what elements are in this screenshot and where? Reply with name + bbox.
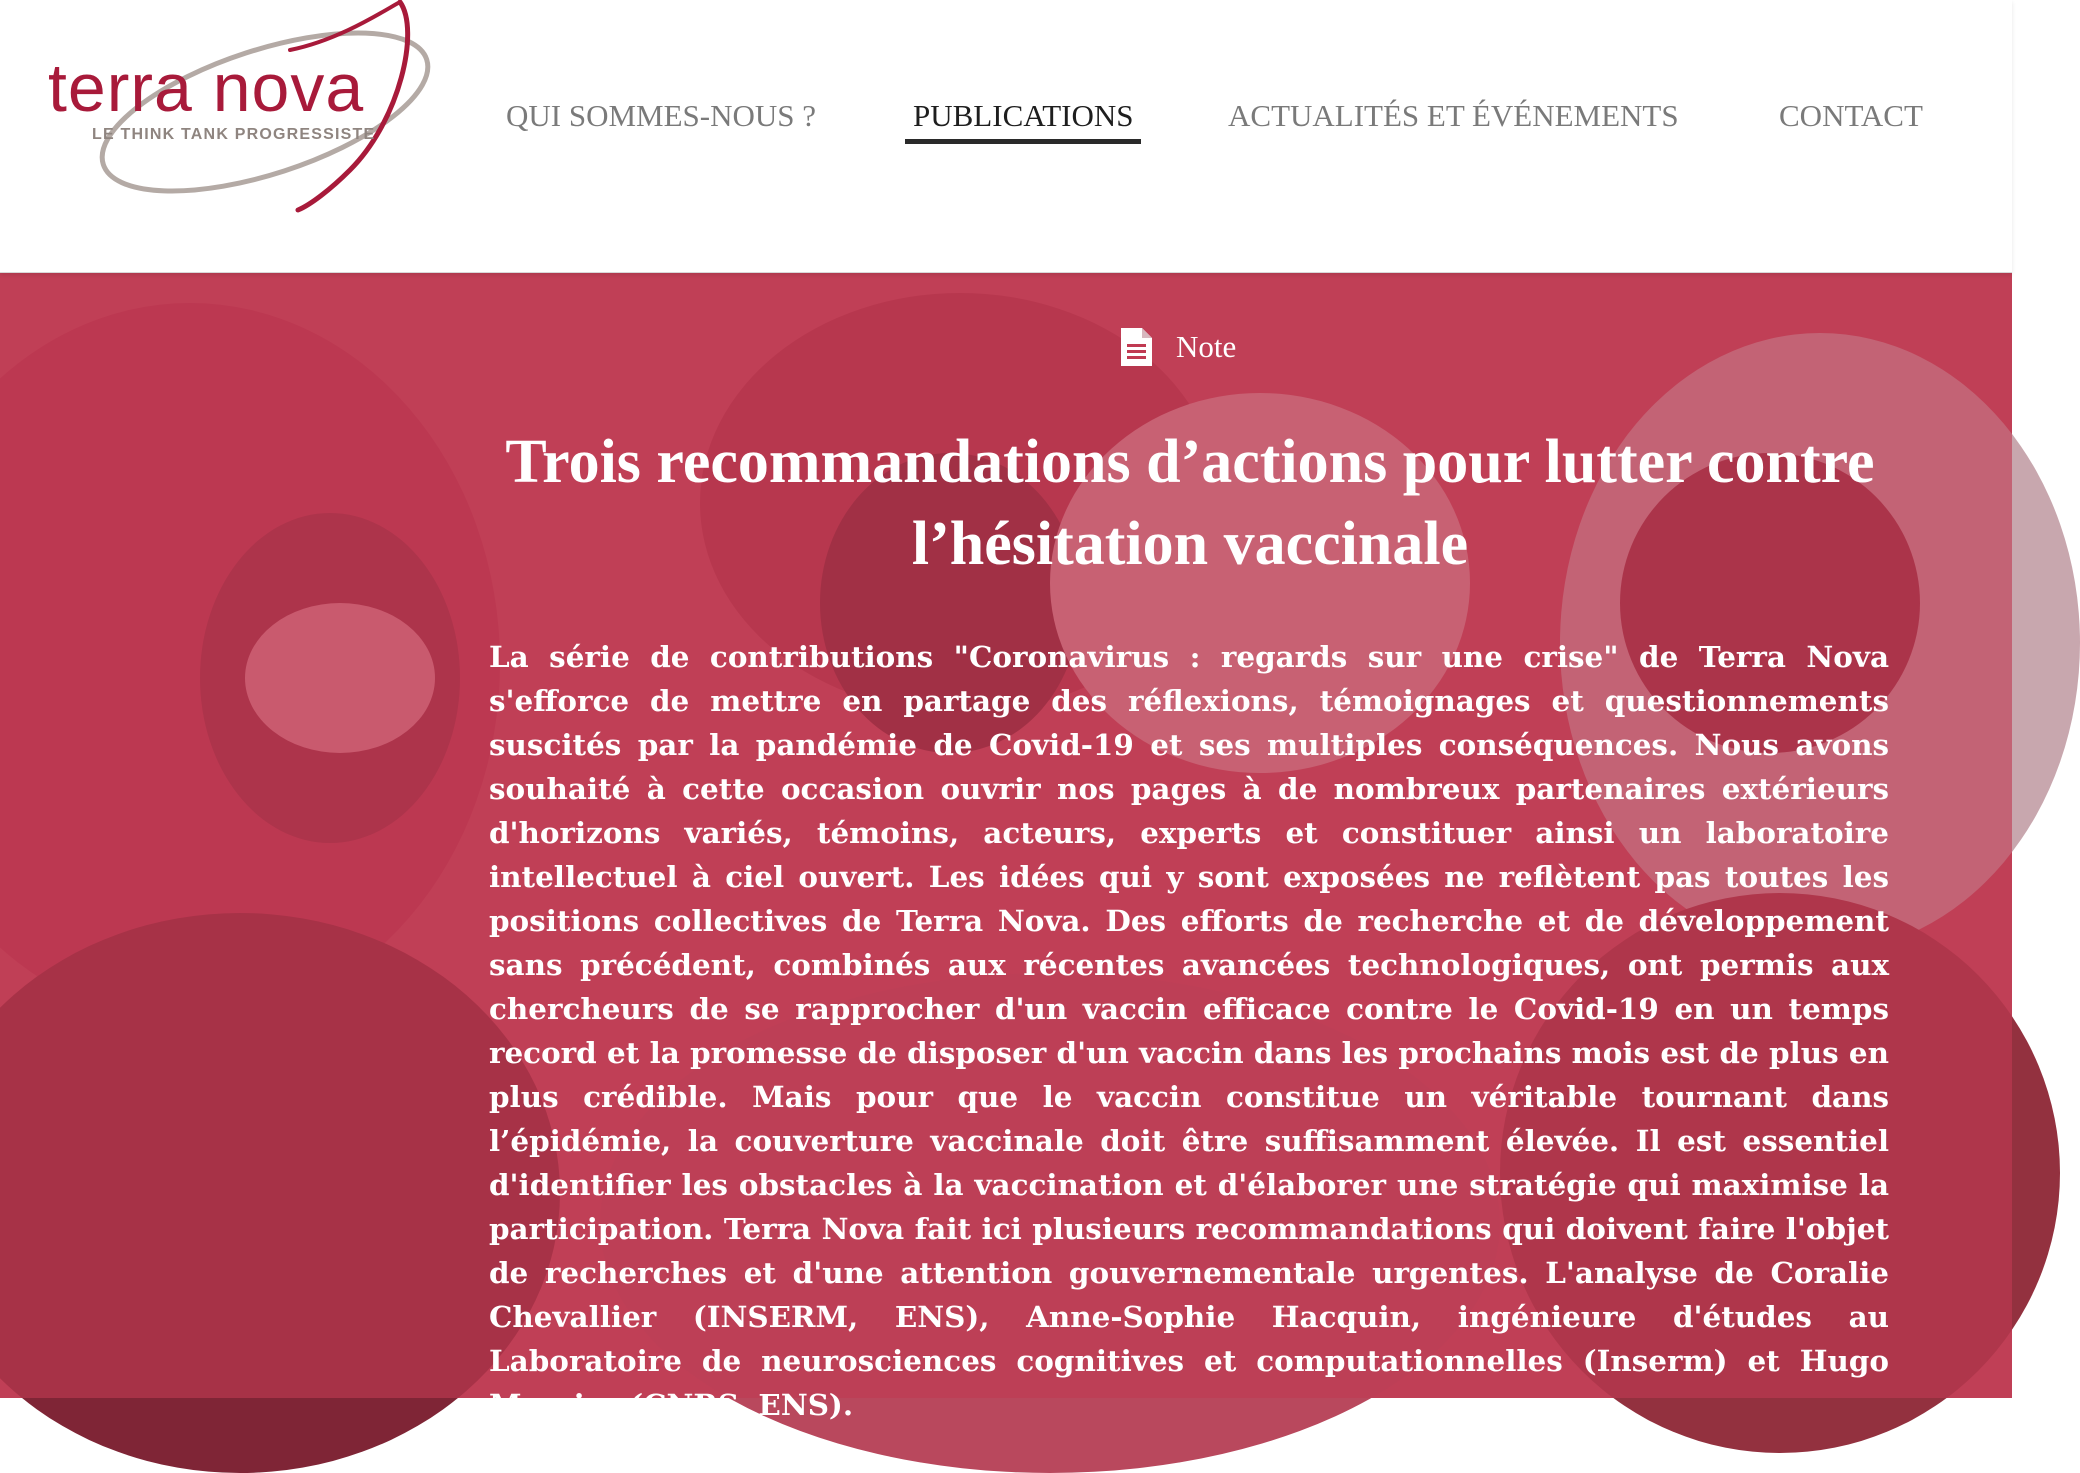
article-title: Trois recommandations d’actions pour lutter contre l’hésitation vaccinale bbox=[505, 428, 1875, 578]
article-content bbox=[0, 273, 2012, 1422]
nav-item-actualites-evenements[interactable]: ACTUALITÉS ET ÉVÉNEMENTS bbox=[1228, 98, 1679, 133]
publication-type-badge bbox=[1118, 323, 1236, 371]
logo-tagline: LE THINK TANK PROGRESSISTE bbox=[92, 126, 376, 143]
logo-wordmark: terra nova bbox=[48, 50, 365, 126]
nav-item-publications[interactable]: PUBLICATIONS bbox=[913, 98, 1134, 133]
publication-type-label: Note bbox=[1176, 329, 1237, 364]
main-nav bbox=[0, 98, 2012, 148]
nav-item-qui-sommes-nous[interactable]: QUI SOMMES-NOUS ? bbox=[506, 98, 817, 133]
nav-item-contact[interactable]: CONTACT bbox=[1779, 98, 1923, 133]
article-summary: La série de contributions "Coronavirus : regards sur une crise" de Terra Nova s'efforce de mettre en partage des réflexions, témoignages et questionnements suscités par la pandémie de Covid-19 et ses multiples conséquences. Nous avons souhaité à cette occasion ouvrir nos pages à de nombreux partenaires extérieurs d'horizons variés, témoins, acteurs, experts et constituer ainsi un laboratoire intellectuel à ciel ouvert. Les idées qui y sont exposées ne reflètent pas toutes les positions collectives de Terra Nova. Des efforts de recherche et de développement sans précédent, combinés aux récentes avancées technologiques, ont permis aux chercheurs de se rapprocher d'un vaccin efficace contre le Covid-19 en un temps record et la promesse de disposer d'un vaccin dans les prochains mois est de plus en plus crédible. Mais pour que le vaccin constitue un véritable tournant dans l’épidémie, la couverture vaccinale doit être suffisamment élevée. Il est essentiel d'identifier les obstacles à la vaccination et d'élaborer une stratégie qui maximise la participation. Terra Nova fait ici plusieurs recommandations qui doivent faire l'objet de recherches et d'une attention gouvernementale urgentes. L'analyse de Coralie Chevallier (INSERM, ENS), Anne-Sophie Hacquin, ingénieure d'études au Laboratoire de neurosciences cognitives et computationnelles (Inserm) et Hugo Mercier (CNRS, ENS). bbox=[489, 639, 1889, 1422]
document-icon bbox=[1118, 326, 1154, 368]
site-header bbox=[0, 0, 2012, 273]
article-hero bbox=[0, 273, 2012, 1422]
